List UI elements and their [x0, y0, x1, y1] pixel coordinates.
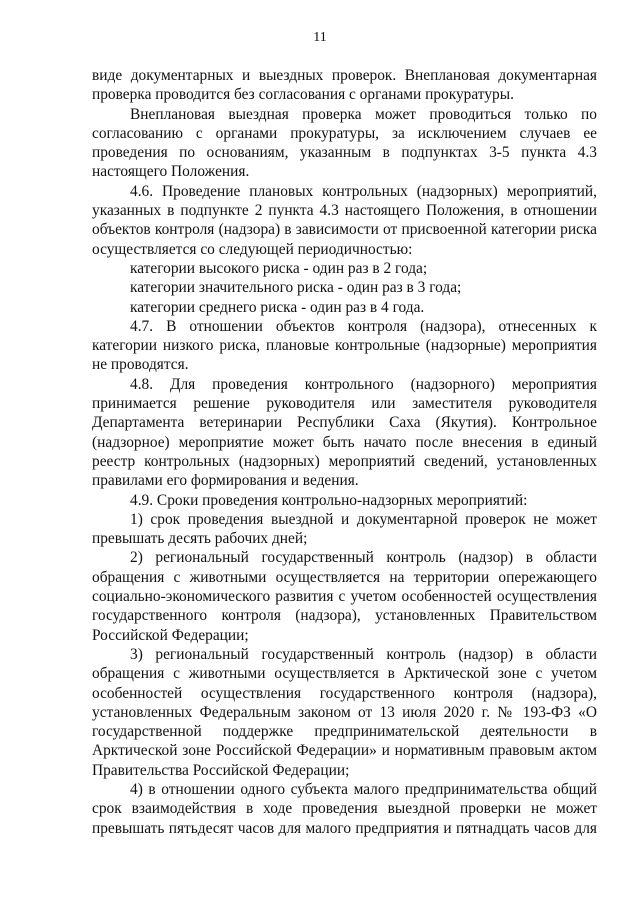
paragraph-4-9-item-2: 2) региональный государственный контроль (надзор) в области обращения с животными осуществляется на территории опережающего социально-экономического развития с учетом особенностей осуществления государственного контроля (надзора), установленных Правительством Российской Федерации; [92, 549, 597, 644]
list-item-significant-risk: категории значительного риска - один раз в 3 года; [130, 279, 462, 297]
page-number: 11 [313, 30, 327, 45]
paragraph-4-7: 4.7. В отношении объектов контроля (надзора), отнесенных к категории низкого риска, плановые контрольные (надзорные) мероприятия не проводятся. [92, 317, 597, 374]
paragraph-4-9: 4.9. Сроки проведения контрольно-надзорных мероприятий: [130, 491, 528, 509]
document-body [92, 66, 597, 838]
list-item-high-risk: категории высокого риска - один раз в 2 года; [130, 259, 428, 277]
paragraph-4-8: 4.8. Для проведения контрольного (надзорного) мероприятия принимается решение руководителя или заместителя руководителя Департамента ветеринарии Республики Саха (Якутия). Контрольное (надзорное) мероприятие может быть начато после внесения в единый реестр контрольных (надзорных) мероприятий сведений, установленных правилами его формирования и ведения. [92, 375, 597, 490]
paragraph-4-9-item-1: 1) срок проведения выездной и документарной проверок не может превышать десять рабочих дней; [92, 510, 597, 548]
paragraph-unplanned-inspection: Внеплановая выездная проверка может проводиться только по согласованию с органами прокуратуры, за исключением случаев ее проведения по основаниям, указанным в подпунктах 3-5 пункта 4.3 настоящего Положения. [92, 105, 597, 181]
paragraph-4-9-item-3: 3) региональный государственный контроль (надзор) в области обращения с животными осуществляется в Арктической зоне с учетом особенностей осуществления государственного контроля (надзора), установленных Федеральным законом от 13 июля 2020 г. № 193-ФЗ «О государственной поддержке предпринимательской деятельности в Арктической зоне Российской Федерации» и нормативным правовым актом Правительства Российской Федерации; [92, 645, 597, 779]
paragraph-continuation: виде документарных и выездных проверок. Внеплановая документарная проверка проводится без согласования с органами прокуратуры. [92, 67, 597, 104]
paragraph-4-6: 4.6. Проведение плановых контрольных (надзорных) мероприятий, указанных в подпункте 2 пункта 4.3 настоящего Положения, в отношении объектов контроля (надзора) в зависимости от присвоенной категории риска осуществляется со следующей периодичностью: [92, 182, 597, 258]
list-item-medium-risk: категории среднего риска - один раз в 4 года. [130, 298, 425, 316]
paragraph-4-9-item-4: 4) в отношении одного субъекта малого предпринимательства общий срок взаимодействия в ходе проведения выездной проверки не может превышать пятьдесят часов для малого предприятия и пятнадцать часов для [92, 780, 597, 837]
